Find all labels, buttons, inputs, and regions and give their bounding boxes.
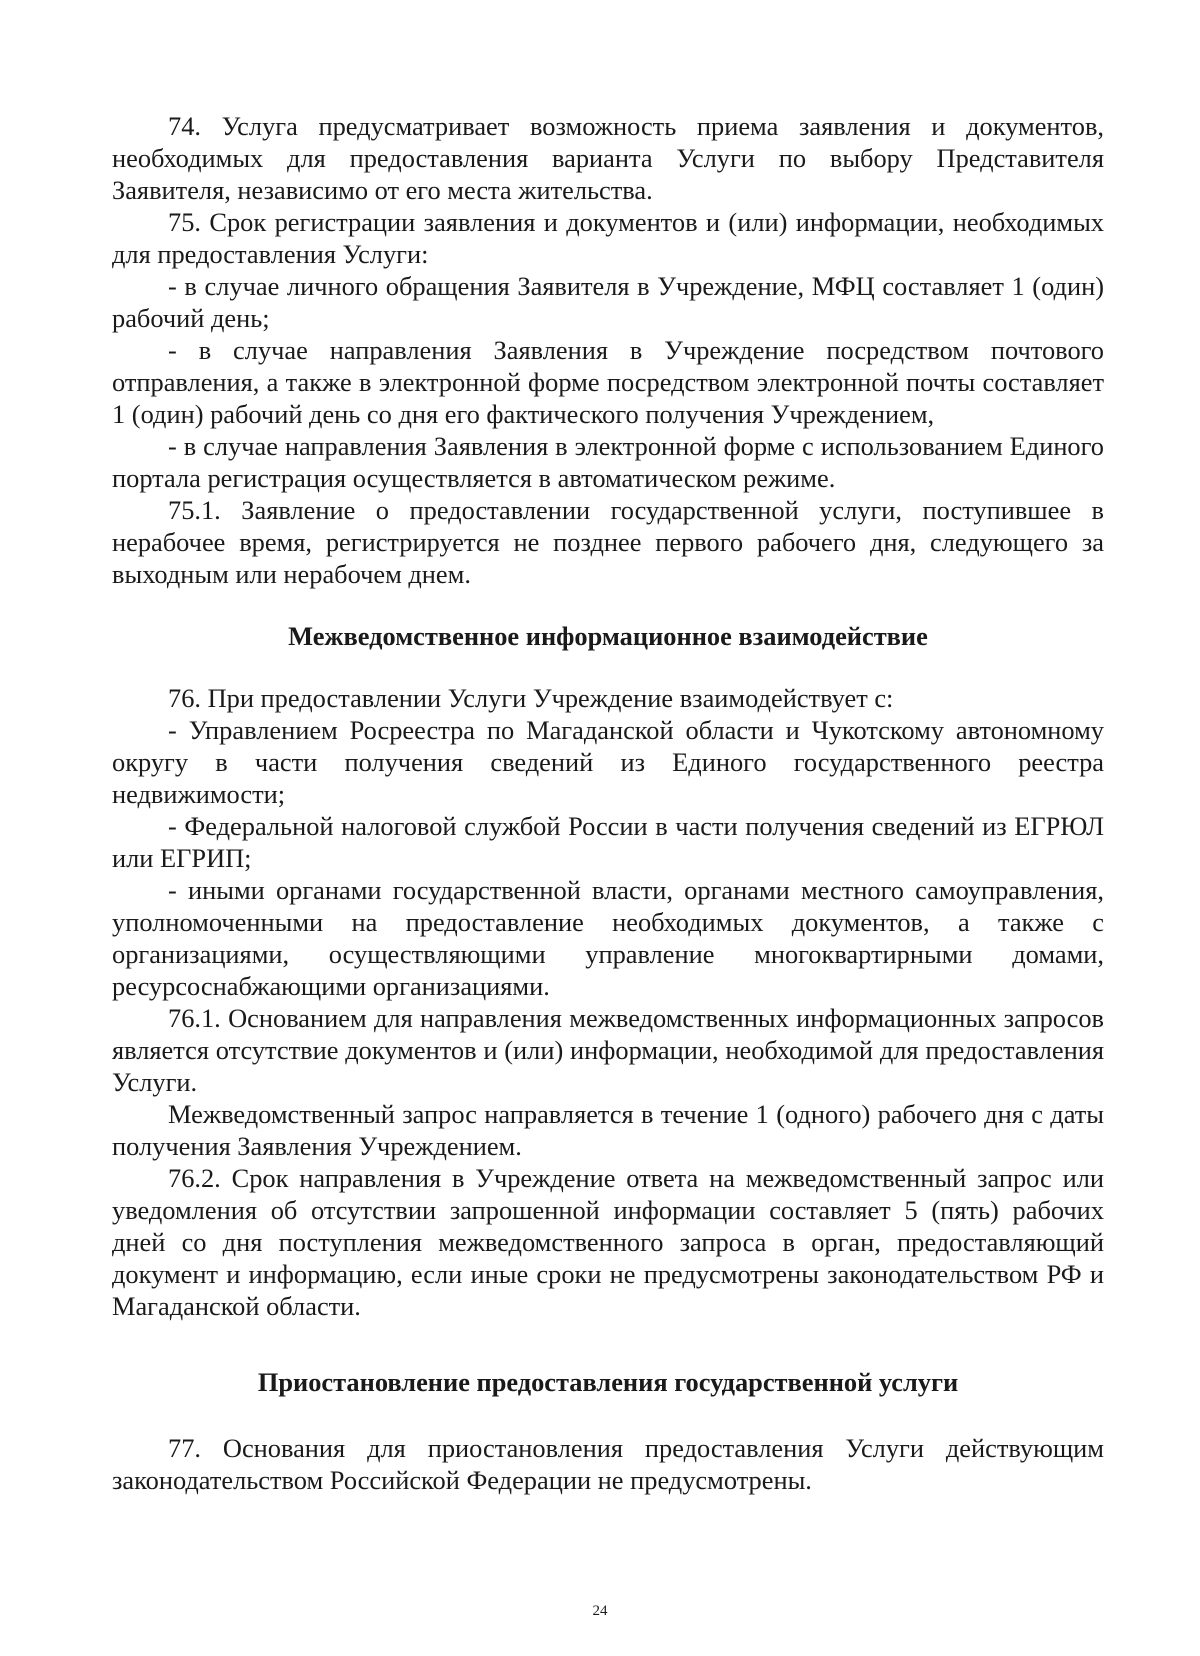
- list-item-unified-portal: - в случае направления Заявления в электронной форме с использованием Единого портала регистрация осуществляется в автоматическом режиме.: [112, 431, 1104, 493]
- paragraph-76: 76. При предоставлении Услуги Учреждение взаимодействует с:: [168, 683, 894, 713]
- list-item-postal-email: - в случае направления Заявления в Учреждение посредством почтового отправления, а также в электронной форме посредством электронной почты составляет 1 (один) рабочий день со дня его фактического получения Учреждением,: [112, 335, 1104, 429]
- list-item-tax-service: - Федеральной налоговой службой России в части получения сведений из ЕГРЮЛ или ЕГРИП;: [112, 811, 1104, 873]
- section-heading-suspension: Приостановление предоставления государственной услуги: [257, 1367, 959, 1397]
- paragraph-76-2: 76.2. Срок направления в Учреждение ответа на межведомственный запрос или уведомления об отсутствии запрошенной информации составляет 5 (пять) рабочих дней со дня поступления межведомственного запроса в орган, предоставляющий документ и информацию, если иные сроки не предусмотрены законодательством РФ и Магаданской области.: [112, 1163, 1104, 1321]
- paragraph-74: 74. Услуга предусматривает возможность приема заявления и документов, необходимых для предоставления варианта Услуги по выбору Представителя Заявителя, независимо от его места жительства.: [112, 111, 1104, 205]
- paragraph-request-term: Межведомственный запрос направляется в течение 1 (одного) рабочего дня с даты получения Заявления Учреждением.: [112, 1099, 1104, 1161]
- page-number: 24: [592, 1603, 608, 1619]
- section-heading-interagency: Межведомственное информационное взаимодействие: [288, 621, 928, 651]
- document-body: [112, 110, 1104, 1496]
- list-item-other-bodies: - иными органами государственной власти, органами местного самоуправления, уполномоченными на предоставление необходимых документов, а также с организациями, осуществляющими управление многоквартирными домами, ресурсоснабжающими организациями.: [112, 875, 1104, 1001]
- paragraph-76-1: 76.1. Основанием для направления межведомственных информационных запросов является отсутствие документов и (или) информации, необходимой для предоставления Услуги.: [112, 1003, 1104, 1097]
- paragraph-75-1: 75.1. Заявление о предоставлении государственной услуги, поступившее в нерабочее время, регистрируется не позднее первого рабочего дня, следующего за выходным или нерабочем днем.: [112, 495, 1104, 589]
- list-item-rosreestr: - Управлением Росреестра по Магаданской области и Чукотскому автономному округу в части получения сведений из Единого государственного реестра недвижимости;: [112, 715, 1104, 809]
- paragraph-75: 75. Срок регистрации заявления и документов и (или) информации, необходимых для предоставления Услуги:: [112, 207, 1104, 269]
- list-item-personal-visit: - в случае личного обращения Заявителя в Учреждение, МФЦ составляет 1 (один) рабочий день;: [112, 271, 1104, 333]
- paragraph-77: 77. Основания для приостановления предоставления Услуги действующим законодательством Российской Федерации не предусмотрены.: [112, 1433, 1104, 1495]
